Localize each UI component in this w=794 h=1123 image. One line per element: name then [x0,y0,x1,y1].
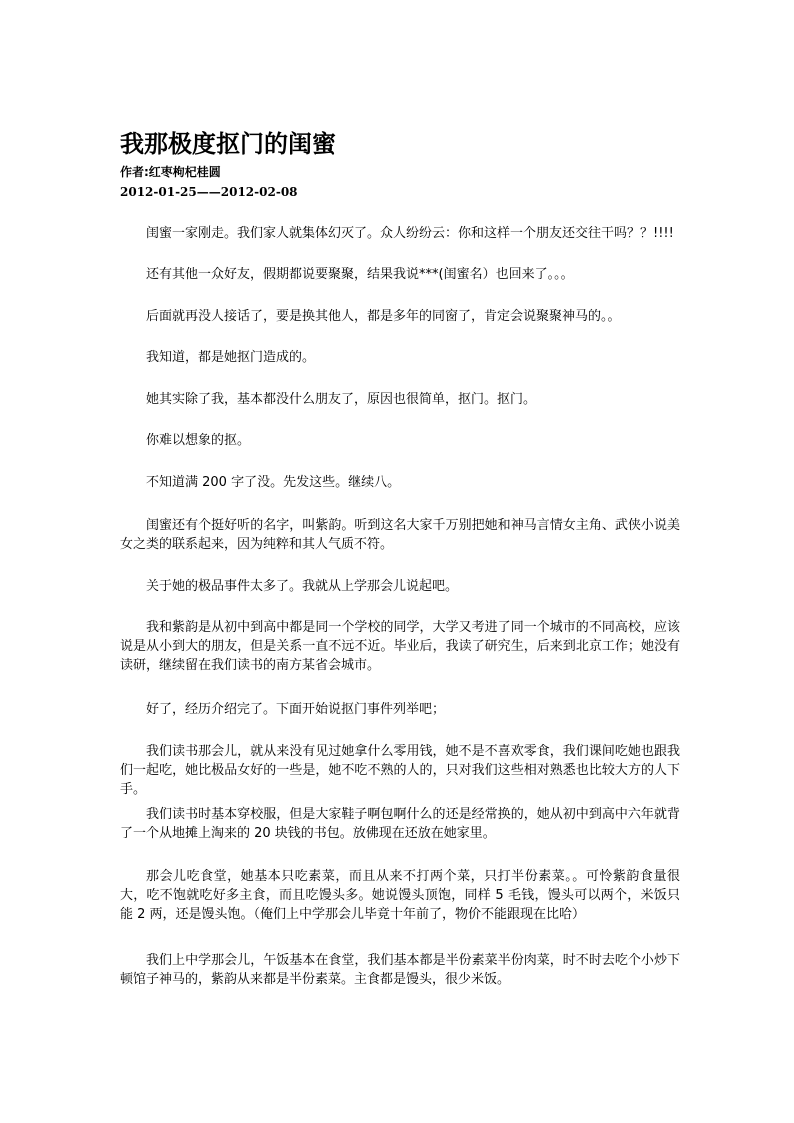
paragraph: 后面就再没人接话了，要是换其他人，都是多年的同窗了，肯定会说聚聚神马的。。 [146,309,621,324]
paragraph: 不知道满 200 字了没。先发这些。继续八。 [146,475,401,490]
paragraph: 那会儿吃食堂，她基本只吃素菜，而且从来不打两个菜，只打半份素菜。。可怜紫韵食量很大，吃不饱就吃好多主食，而且吃馒头多。她说馒头顶饱，同样 5 毛钱，馒头可以两个，米饭只能 2 两，还是馒头饱。（俺们上中学那会儿毕竟十年前了，物价不能跟现在比哈） [120,869,680,922]
document-title: 我那极度抠门的闺蜜 [120,130,336,158]
paragraph: 你难以想象的抠。 [146,433,251,448]
date-range: 2012-01-25——2012-02-08 [120,185,298,199]
paragraph: 闺蜜一家刚走。我们家人就集体幻灭了。众人纷纷云：你和这样一个朋友还交往干吗？？!!!! [146,226,674,241]
paragraph: 我们读书时基本穿校服，但是大家鞋子啊包啊什么的还是经常换的，她从初中到高中六年就背了一个从地摊上淘来的 20 块钱的书包。放佛现在还放在她家里。 [120,807,680,841]
paragraph: 我和紫韵是从初中到高中都是同一个学校的同学，大学又考进了同一个城市的不同高校，应该说是从小到大的朋友，但是关系一直不远不近。毕业后，我读了研究生，后来到北京工作；她没有读研，继续留在我们读书的南方某省会城市。 [120,620,680,673]
paragraph: 我们读书那会儿，就从来没有见过她拿什么零用钱，她不是不喜欢零食，我们课间吃她也跟我们一起吃，她比极品女好的一些是，她不吃不熟的人的，只对我们这些相对熟悉也比较大方的人下手。 [120,744,680,797]
paragraph: 她其实除了我，基本都没什么朋友了，原因也很简单，抠门。抠门。 [146,392,537,407]
paragraph: 关于她的极品事件太多了。我就从上学那会儿说起吧。 [146,579,459,594]
paragraph: 我们上中学那会儿，午饭基本在食堂，我们基本都是半份素菜半份肉菜，时不时去吃个小炒下顿馆子神马的，紫韵从来都是半份素菜。主食都是馒头，很少米饭。 [120,953,680,987]
paragraph: 还有其他一众好友，假期都说要聚聚，结果我说***(闺蜜名）也回来了。。。 [146,267,574,282]
paragraph: 我知道，都是她抠门造成的。 [146,350,316,365]
author-line: 作者:红枣枸杞桂圆 [120,165,221,179]
paragraph: 好了，经历介绍完了。下面开始说抠门事件列举吧； [146,702,446,717]
paragraph: 闺蜜还有个挺好听的名字，叫紫韵。听到这名大家千万别把她和神马言情女主角、武侠小说美女之类的联系起来，因为纯粹和其人气质不符。 [120,518,680,552]
